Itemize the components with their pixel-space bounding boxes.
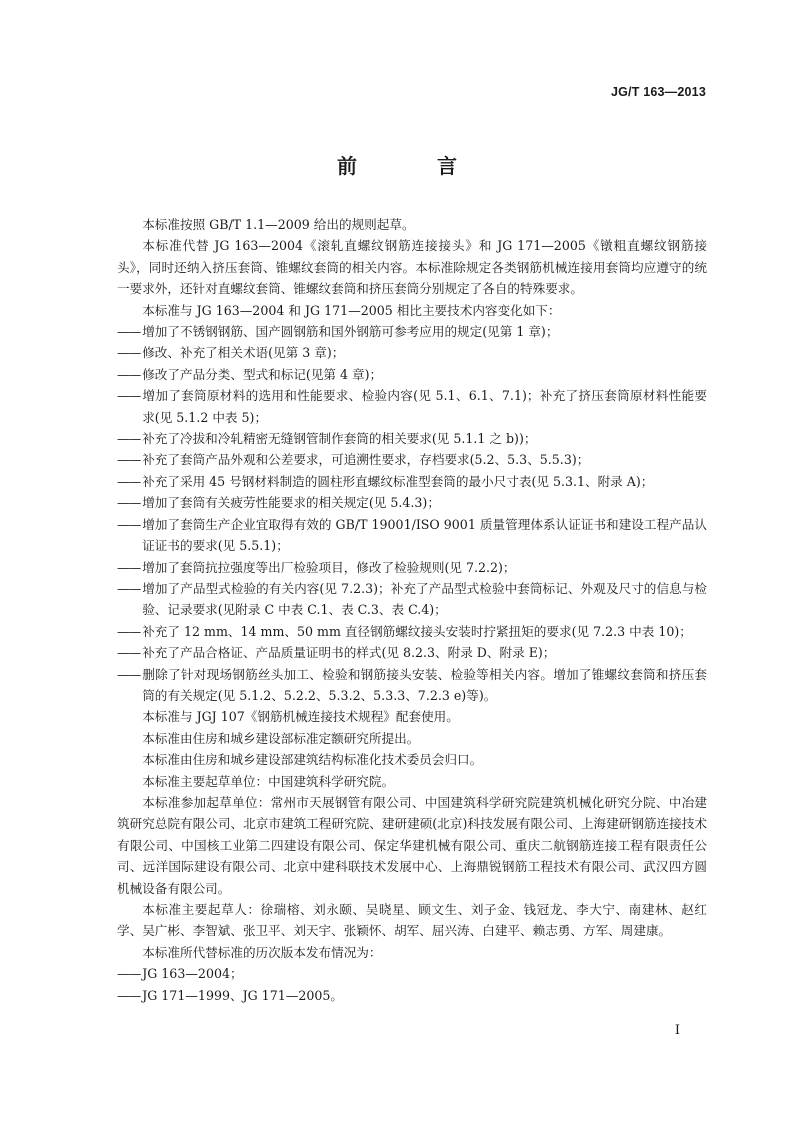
change-item <box>117 364 707 385</box>
history-item <box>117 985 707 1006</box>
change-item <box>117 557 707 578</box>
page-number: I <box>674 1023 680 1038</box>
list-dash: —— <box>117 559 141 575</box>
page-title: 前 言 <box>337 154 487 178</box>
intro-paragraph: 本标准代替 JG 163—2004《滚轧直螺纹钢筋连接接头》和 JG 171—2005《镦粗直螺纹钢筋接头》，同时还纳入挤压套筒、锥螺纹套筒的相关内容。本标准除规定各类钢筋机械连接用套筒均应遵守的统一要求外，还针对直螺纹套筒、锥螺纹套筒和挤压套筒分别规定了各自的特殊要求。 <box>117 238 707 297</box>
closing-paragraph: 本标准由住房和城乡建设部建筑结构标准化技术委员会归口。 <box>142 752 483 768</box>
change-item <box>117 514 707 557</box>
list-dash: —— <box>117 623 141 639</box>
list-dash: —— <box>117 452 141 468</box>
closing-paragraph: 本标准主要起草人：徐瑞榕、刘永颐、吴晓星、顾文生、刘子金、钱冠龙、李大宁、南建林、赵红学、吴广彬、李智斌、张卫平、刘天宇、张颖怀、胡军、屈兴涛、白建平、赖志勇、方军、周建康。 <box>117 902 707 939</box>
closing-paragraph: 本标准与 JGJ 107《钢筋机械连接技术规程》配套使用。 <box>142 709 459 725</box>
list-dash: —— <box>117 516 141 532</box>
changes-list <box>117 321 707 706</box>
change-item <box>117 342 707 363</box>
standard-number: JG/T 163—2013 <box>610 85 706 99</box>
list-dash: —— <box>117 580 141 596</box>
list-dash: —— <box>117 388 141 404</box>
list-item-text: 补充了 12 mm、14 mm、50 mm 直径钢筋螺纹接头安装时拧紧扭矩的要求(见 7.2.3 中表 10)； <box>142 623 692 639</box>
closing-paragraph: 本标准主要起草单位：中国建筑科学研究院。 <box>142 773 395 789</box>
list-dash: —— <box>117 324 141 340</box>
list-item-text: 增加了套筒有关疲劳性能要求的相关规定(见 5.4.3)； <box>142 495 440 511</box>
foreword-body <box>117 214 707 1006</box>
list-item-text: 补充了套筒产品外观和公差要求，可追溯性要求，存档要求(5.2、5.3、5.5.3)； <box>142 452 590 468</box>
list-item-text: 增加了不锈钢钢筋、国产圆钢筋和国外钢筋可参考应用的规定(见第 1 章)； <box>142 324 559 340</box>
history-item <box>117 963 707 984</box>
list-dash: —— <box>117 666 141 682</box>
change-item <box>117 428 707 449</box>
list-item-text: 增加了套筒原材料的选用和性能要求、检验内容(见 5.1、6.1、7.1)；补充了挤压套筒原材料性能要求(见 5.1.2 中表 5)； <box>142 388 707 425</box>
list-dash: —— <box>117 366 141 382</box>
change-item <box>117 321 707 342</box>
closing-paragraph: 本标准所代替标准的历次版本发布情况为： <box>142 944 382 960</box>
change-item <box>117 621 707 642</box>
list-item-text: 增加了套筒生产企业宜取得有效的 GB/T 19001/ISO 9001 质量管理体系认证证书和建设工程产品认证证书的要求(见 5.5.1)； <box>142 516 707 554</box>
history-list <box>117 963 707 1006</box>
list-dash: —— <box>117 431 141 447</box>
closing-paragraph: 本标准由住房和城乡建设部标准定额研究所提出。 <box>142 730 420 746</box>
list-dash: —— <box>117 645 141 661</box>
list-item-text: 补充了冷拔和冷轧精密无缝钢管制作套筒的相关要求(见 5.1.1 之 b))； <box>142 431 537 447</box>
list-item-text: 补充了采用 45 号钢材料制造的圆柱形直螺纹标准型套筒的最小尺寸表(见 5.3.1、附录 A)； <box>142 473 654 489</box>
change-item <box>117 578 707 621</box>
change-item <box>117 385 707 428</box>
list-dash: —— <box>117 345 141 361</box>
change-item <box>117 449 707 470</box>
list-item-text: 修改了产品分类、型式和标记(见第 4 章)； <box>142 366 383 382</box>
change-item <box>117 642 707 663</box>
intro-paragraph: 本标准与 JG 163—2004 和 JG 171—2005 相比主要技术内容变化如下： <box>142 302 561 318</box>
list-item-text: 增加了产品型式检验的有关内容(见 7.2.3)；补充了产品型式检验中套筒标记、外观及尺寸的信息与检验、记录要求(见附录 C 中表 C.1、表 C.3、表 C.4)； <box>142 580 707 618</box>
list-dash: —— <box>117 966 141 982</box>
intro-paragraph: 本标准按照 GB/T 1.1—2009 给出的规则起草。 <box>142 217 415 232</box>
change-item <box>117 664 707 707</box>
list-dash: —— <box>117 987 141 1003</box>
list-item-text: 补充了产品合格证、产品质量证明书的样式(见 8.2.3、附录 D、附录 E)； <box>142 645 556 661</box>
list-dash: —— <box>117 495 141 511</box>
list-item-text: 删除了针对现场钢筋丝头加工、检验和钢筋接头安装、检验等相关内容。增加了锥螺纹套筒和挤压套筒的有关规定(见 5.1.2、5.2.2、5.3.2、5.3.3、7.2.3 e)等)。 <box>142 666 707 703</box>
list-item-text: 增加了套筒抗拉强度等出厂检验项目，修改了检验规则(见 7.2.2)； <box>142 559 516 575</box>
list-item-text: JG 163—2004； <box>142 966 243 982</box>
list-item-text: 修改、补充了相关术语(见第 3 章)； <box>142 345 345 361</box>
change-item <box>117 471 707 492</box>
change-item <box>117 492 707 513</box>
list-item-text: JG 171—1999、JG 171—2005。 <box>142 987 343 1003</box>
closing-paragraph: 本标准参加起草单位：常州市天展钢管有限公司、中国建筑科学研究院建筑机械化研究分院、中冶建筑研究总院有限公司、北京市建筑工程研究院、建研建硕(北京)科技发展有限公司、上海建研钢筋连接技术有限公司、中国核工业第二四建设有限公司、保定华建机械有限公司、重庆二航钢筋连接工程有限责任公司、远洋国际建设有限公司、北京中建科联技术发展中心、上海鼎锐钢筋工程技术有限公司、武汉四方圆机械设备有限公司。 <box>117 794 707 896</box>
list-dash: —— <box>117 473 141 489</box>
